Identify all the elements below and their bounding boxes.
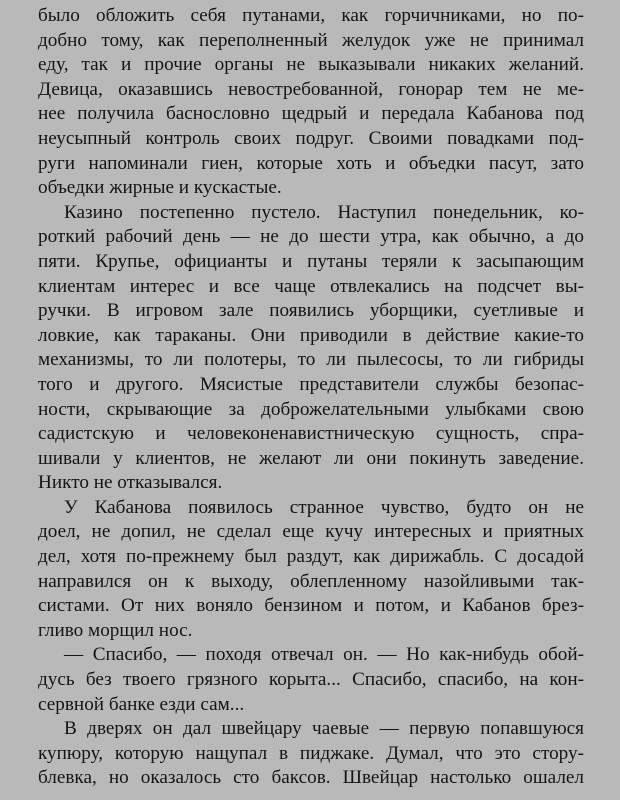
text-line: было обложить себя путанами, как горчичниками, но по-: [38, 5, 584, 26]
text-line: пяти. Крупье, официанты и путаны теряли к засыпающим: [38, 250, 584, 272]
text-line: еду, так и прочие органы не выказывали никаких желаний.: [38, 54, 584, 76]
text-line: садистскую и человеконенавистническую сущность, спра-: [38, 423, 584, 445]
text-line: механизмы, то ли полотеры, то ли пылесосы, то ли гибриды: [38, 349, 584, 371]
text-line: того и другого. Мясистые представители службы безопас-: [38, 373, 584, 395]
body-text: [38, 4, 584, 791]
text-line: добно тому, как переполненный желудок уже не принимал: [38, 29, 584, 51]
text-line: Казино постепенно пустело. Наступил понедельник, ко-: [64, 201, 584, 223]
text-line: сервной банке езди сам...: [38, 693, 245, 715]
paragraph: [38, 201, 584, 496]
text-line: В дверях он дал швейцару чаевые — первую попавшуюся: [64, 718, 584, 740]
text-line: систами. От них воняло бензином и потом, и Кабанов брез-: [38, 595, 584, 617]
text-line: ловкие, как тараканы. Они приводили в действие какие-то: [38, 324, 584, 346]
text-line: роткий рабочий день — не до шести утра, как обычно, а до: [38, 226, 584, 248]
paragraph: [38, 496, 584, 644]
text-line: объедки жирные и кускастые.: [38, 177, 282, 199]
text-line: гливо морщил нос.: [38, 619, 193, 641]
text-line: направился он к выходу, облепленному назойливыми так-: [38, 570, 584, 592]
text-line: Никто не отказывался.: [38, 472, 223, 494]
text-line: дел, хотя по-прежнему был раздут, как дирижабль. С досадой: [38, 546, 584, 568]
text-line: клиентам интерес и все чаще отвлекались на подсчет вы-: [38, 275, 584, 297]
text-line: Девица, оказавшись невостребованной, гонорар тем не ме-: [38, 78, 584, 100]
text-line: шивали у клиентов, не желают ли они покинуть заведение.: [38, 447, 584, 469]
text-line: нее получила баснословно щедрый и передала Кабанова под: [38, 103, 584, 125]
text-line: доел, не допил, не сделал еще кучу интересных и приятных: [38, 521, 584, 543]
text-line: ручки. В игровом зале появились уборщики, суетливые и: [38, 300, 584, 322]
text-line: ности, скрывающие за доброжелательными улыбками свою: [38, 398, 584, 420]
paragraph: [38, 4, 584, 201]
text-line: дусь без твоего грязного корыта... Спасибо, спасибо, на кон-: [38, 669, 584, 691]
text-line: купюру, которую нащупал в пиджаке. Думал, что это стору-: [38, 742, 584, 764]
text-line: — Спасибо, — походя отвечал он. — Но как-нибудь обой-: [64, 644, 584, 666]
text-line: неусыпный контроль своих подруг. Своими повадками под-: [38, 127, 584, 149]
text-line: блевка, но оказалось сто баксов. Швейцар настолько ошалел: [38, 767, 584, 789]
paragraph: [38, 643, 584, 717]
text-line: У Кабанова появилось странное чувство, будто он не: [64, 496, 584, 518]
text-line: руги напоминали гиен, которые хоть и объедки пасут, зато: [38, 152, 584, 174]
paragraph: [38, 717, 584, 791]
